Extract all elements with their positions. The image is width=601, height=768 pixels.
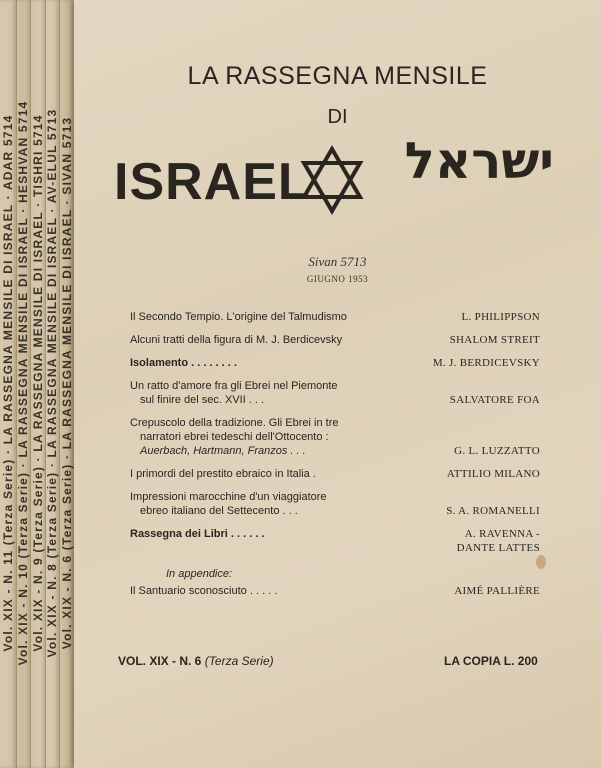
stacked-issue-spines <box>0 0 74 768</box>
spine-text: Vol. XIX - N. 9 (Terza Serie) · LA RASSEGNA MENSILE DI ISRAEL · TISHRI 5714 <box>30 114 45 652</box>
masthead-line-1: LA RASSEGNA MENSILE <box>187 62 488 90</box>
masthead-title: ISRAEL <box>114 153 311 211</box>
toc-title-line: Isolamento . . . . . . . . <box>130 357 237 369</box>
toc-title-line: Un ratto d'amore fra gli Ebrei nel Piemonte <box>130 380 338 392</box>
masthead-hebrew-title: ישראל <box>404 132 554 190</box>
toc-author <box>457 527 540 555</box>
volume-label <box>118 654 274 668</box>
toc-entry <box>130 356 540 370</box>
toc-entry <box>130 310 540 324</box>
toc-title-line: Alcuni tratti della figura di M. J. Berdicevsky <box>130 334 343 346</box>
spine-text: Vol. XIX - N. 10 (Terza Serie) · LA RASSEGNA MENSILE DI ISRAEL · HESHVAN 5714 <box>16 100 30 666</box>
spine-text: Vol. XIX - N. 8 (Terza Serie) · LA RASSEGNA MENSILE DI ISRAEL · AV-ELUL 5713 <box>45 108 59 658</box>
toc-title-line: Auerbach, Hartmann, Franzos . . . <box>140 445 306 457</box>
volume-number: VOL. XIX - N. 6 <box>118 654 202 668</box>
toc-entry <box>130 416 540 458</box>
toc-entry <box>130 490 540 518</box>
toc-author: SHALOM STREIT <box>449 334 540 346</box>
toc-author-line: DANTE LATTES <box>456 542 540 554</box>
toc-entry <box>130 467 540 481</box>
spine-text: Vol. XIX - N. 6 (Terza Serie) · LA RASSEGNA MENSILE DI ISRAEL · SIVAN 5713 <box>59 116 74 650</box>
toc-entry-appendix <box>130 584 540 598</box>
toc-entry <box>130 333 540 347</box>
spine-text: Vol. XIX - N. 11 (Terza Serie) · LA RASSEGNA MENSILE DI ISRAEL · ADAR 5714 <box>1 114 15 652</box>
toc-title-line: Impressioni marocchine d'un viaggiatore <box>130 491 327 503</box>
price-label: LA COPIA L. 200 <box>444 654 538 668</box>
issue-date-block <box>74 254 601 284</box>
toc-title-line: sul finire del sec. XVII . . . <box>140 394 265 406</box>
paper-stain <box>536 555 546 569</box>
spine-issue-6 <box>59 0 75 768</box>
toc-author-line: A. RAVENNA - <box>464 528 540 540</box>
toc-author: L. PHILIPPSON <box>461 311 540 323</box>
toc-title-line: Il Santuario sconosciuto . . . . . <box>130 585 278 597</box>
toc-author: AIMÉ PALLIÈRE <box>454 585 540 597</box>
spine-issue-10 <box>16 0 31 768</box>
spine-issue-8 <box>45 0 60 768</box>
spine-issue-9 <box>30 0 46 768</box>
toc-title-line: ebreo italiano del Settecento . . . <box>140 505 298 517</box>
toc-title-line: Rassegna dei Libri . . . . . . <box>130 528 265 540</box>
toc-title-line: I primordi del prestito ebraico in Italia . <box>130 468 316 480</box>
toc-author: G. L. LUZZATTO <box>454 445 540 457</box>
series-label: (Terza Serie) <box>204 654 274 668</box>
toc-author: ATTILIO MILANO <box>446 468 540 480</box>
toc-author: SALVATORE FOA <box>449 394 540 406</box>
toc-author: M. J. BERDICEVSKY <box>432 357 540 369</box>
table-of-contents <box>130 310 540 598</box>
masthead-line-2: DI <box>327 106 348 128</box>
toc-title-line: Il Secondo Tempio. L'origine del Talmudismo <box>130 311 347 323</box>
spine-issue-11 <box>0 0 17 768</box>
gregorian-date: GIUGNO 1953 <box>306 274 369 284</box>
hebrew-date: Sivan 5713 <box>308 254 367 269</box>
toc-title-line: Crepuscolo della tradizione. Gli Ebrei in tre <box>130 417 339 429</box>
toc-entry <box>130 527 540 555</box>
magazine-cover <box>74 0 601 768</box>
toc-author: S. A. ROMANELLI <box>446 505 540 517</box>
star-of-david-icon <box>300 145 364 215</box>
toc-title-line: narratori ebrei tedeschi dell'Ottocento : <box>140 431 329 443</box>
toc-entry <box>130 379 540 407</box>
appendix-label: In appendice: <box>166 568 233 580</box>
